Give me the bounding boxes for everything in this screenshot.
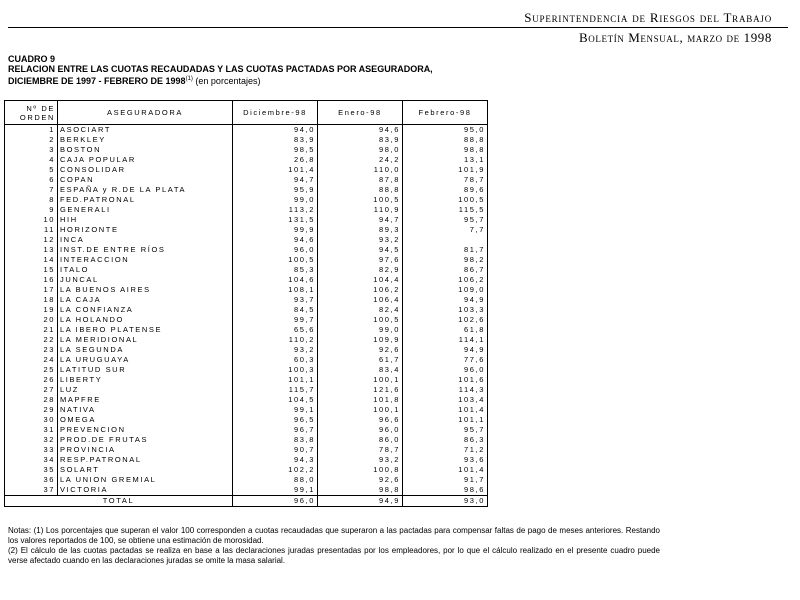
row-aseguradora: ESPAÑA y R.DE LA PLATA [58,185,233,195]
row-febrero: 98,6 [403,485,488,496]
row-orden: 25 [5,365,58,375]
row-febrero [403,235,488,245]
table-body [5,125,488,507]
row-diciembre: 115,7 [233,385,318,395]
row-febrero: 94,9 [403,345,488,355]
note-reference: (1) [185,76,193,82]
row-diciembre: 94,6 [233,235,318,245]
row-diciembre: 94,3 [233,455,318,465]
row-aseguradora: VICTORIA [58,485,233,496]
header-rule [8,27,788,28]
row-enero: 104,4 [318,275,403,285]
row-enero: 96,6 [318,415,403,425]
row-orden: 15 [5,265,58,275]
col-header-enero: Enero-98 [318,101,403,125]
table-row [5,255,488,265]
row-febrero: 114,1 [403,335,488,345]
row-enero: 82,9 [318,265,403,275]
row-orden: 14 [5,255,58,265]
row-aseguradora: LUZ [58,385,233,395]
col-header-diciembre: Diciembre-98 [233,101,318,125]
total-row [5,496,488,507]
row-febrero: 93,6 [403,455,488,465]
row-enero: 96,0 [318,425,403,435]
note-2: (2) El cálculo de las cuotas pactadas se realiza en base a las declaraciones juradas presentadas por los empleadores, por lo que el cálculo realizado en el presente cuadro puede verse afectado cuando en las declaraciones juradas se omite la masa salarial. [8,546,660,565]
row-orden: 2 [5,135,58,145]
table-row [5,445,488,455]
row-orden: 20 [5,315,58,325]
row-febrero: 102,6 [403,315,488,325]
row-aseguradora: INTERACCION [58,255,233,265]
row-enero: 110,9 [318,205,403,215]
row-diciembre: 99,9 [233,225,318,235]
row-diciembre: 101,1 [233,375,318,385]
row-aseguradora: LA CONFIANZA [58,305,233,315]
row-diciembre: 90,7 [233,445,318,455]
row-febrero: 71,2 [403,445,488,455]
row-enero: 100,5 [318,315,403,325]
row-diciembre: 93,7 [233,295,318,305]
row-aseguradora: RESP.PATRONAL [58,455,233,465]
row-febrero: 114,3 [403,385,488,395]
row-orden: 13 [5,245,58,255]
table-row [5,175,488,185]
row-enero: 106,4 [318,295,403,305]
notes [8,526,660,566]
row-orden: 12 [5,235,58,245]
table-row [5,285,488,295]
row-orden: 32 [5,435,58,445]
table-row [5,355,488,365]
row-aseguradora: FED.PATRONAL [58,195,233,205]
row-diciembre: 65,6 [233,325,318,335]
row-diciembre: 94,0 [233,125,318,136]
row-febrero: 86,3 [403,435,488,445]
row-aseguradora: LA UNION GREMIAL [58,475,233,485]
row-febrero: 7,7 [403,225,488,235]
row-enero: 100,5 [318,195,403,205]
row-febrero: 13,1 [403,155,488,165]
row-diciembre: 85,3 [233,265,318,275]
unit-label: (en porcentajes) [195,76,261,86]
row-aseguradora: PROVINCIA [58,445,233,455]
row-febrero: 94,9 [403,295,488,305]
row-aseguradora: PREVENCION [58,425,233,435]
row-orden: 3 [5,145,58,155]
row-diciembre: 113,2 [233,205,318,215]
row-enero: 78,7 [318,445,403,455]
row-diciembre: 110,2 [233,335,318,345]
row-diciembre: 83,9 [233,135,318,145]
row-enero: 98,8 [318,485,403,496]
table-row [5,405,488,415]
row-enero: 98,0 [318,145,403,155]
row-enero: 109,9 [318,335,403,345]
row-aseguradora: OMEGA [58,415,233,425]
table-row [5,345,488,355]
row-enero: 61,7 [318,355,403,365]
row-aseguradora: PROD.DE FRUTAS [58,435,233,445]
table-row [5,225,488,235]
row-orden: 33 [5,445,58,455]
row-aseguradora: LA CAJA [58,295,233,305]
table-row [5,415,488,425]
row-enero: 100,1 [318,405,403,415]
row-febrero: 78,7 [403,175,488,185]
row-orden: 36 [5,475,58,485]
row-diciembre: 99,1 [233,485,318,496]
table-row [5,305,488,315]
row-aseguradora: BERKLEY [58,135,233,145]
row-orden: 21 [5,325,58,335]
row-enero: 92,6 [318,345,403,355]
table-row [5,375,488,385]
total-label: TOTAL [5,496,233,507]
row-enero: 83,4 [318,365,403,375]
row-orden: 8 [5,195,58,205]
table-row [5,325,488,335]
row-diciembre: 102,2 [233,465,318,475]
row-enero: 83,9 [318,135,403,145]
row-febrero: 96,0 [403,365,488,375]
row-aseguradora: COPAN [58,175,233,185]
row-febrero: 77,6 [403,355,488,365]
row-orden: 28 [5,395,58,405]
row-orden: 23 [5,345,58,355]
row-febrero: 101,4 [403,465,488,475]
row-orden: 22 [5,335,58,345]
row-aseguradora: LA BUENOS AIRES [58,285,233,295]
row-enero: 87,8 [318,175,403,185]
table-row [5,265,488,275]
row-orden: 18 [5,295,58,305]
table-row [5,465,488,475]
table-row [5,235,488,245]
row-aseguradora: CONSOLIDAR [58,165,233,175]
row-orden: 30 [5,415,58,425]
row-orden: 16 [5,275,58,285]
quotas-table [4,100,488,507]
note-1: Notas: (1) Los porcentajes que superan el valor 100 corresponden a cuotas recaudadas que superaron a las pactadas para compensar faltas de pago de meses anteriores. Restando los valores reportados de 100, se obtiene una estimación de morosidad. [8,526,660,545]
row-diciembre: 98,5 [233,145,318,155]
row-enero: 82,4 [318,305,403,315]
row-aseguradora: INCA [58,235,233,245]
row-aseguradora: LIBERTY [58,375,233,385]
row-enero: 100,8 [318,465,403,475]
table-row [5,275,488,285]
table-row [5,435,488,445]
row-diciembre: 96,5 [233,415,318,425]
row-aseguradora: LA URUGUAYA [58,355,233,365]
col-header-orden [5,101,58,125]
row-orden: 11 [5,225,58,235]
row-orden: 7 [5,185,58,195]
organization-name: Superintendencia de Riesgos del Trabajo [524,10,772,25]
table-caption-line1: RELACION ENTRE LAS CUOTAS RECAUDADAS Y LAS CUOTAS PACTADAS POR ASEGURADORA, [8,64,433,74]
row-orden: 4 [5,155,58,165]
row-enero: 101,8 [318,395,403,405]
row-orden: 1 [5,125,58,136]
row-febrero: 95,7 [403,215,488,225]
table-row [5,195,488,205]
row-orden: 5 [5,165,58,175]
row-orden: 35 [5,465,58,475]
row-diciembre: 131,5 [233,215,318,225]
row-enero: 97,6 [318,255,403,265]
row-aseguradora: ASOCIART [58,125,233,136]
bulletin-title: Boletín Mensual, marzo de 1998 [579,30,772,45]
row-febrero: 61,8 [403,325,488,335]
row-aseguradora: LATITUD SUR [58,365,233,375]
row-febrero: 100,5 [403,195,488,205]
table-row [5,135,488,145]
row-diciembre: 26,8 [233,155,318,165]
row-aseguradora: HORIZONTE [58,225,233,235]
row-enero: 93,2 [318,455,403,465]
row-diciembre: 100,3 [233,365,318,375]
row-febrero: 81,7 [403,245,488,255]
row-diciembre: 96,0 [233,245,318,255]
total-value: 96,0 [233,496,318,507]
col-header-orden-bottom: ORDEN [19,112,55,122]
table-row [5,245,488,255]
row-diciembre: 84,5 [233,305,318,315]
table-row [5,295,488,305]
row-diciembre: 96,7 [233,425,318,435]
row-febrero: 95,7 [403,425,488,435]
table-caption-line2 [8,74,433,86]
table-row [5,485,488,496]
row-febrero: 86,7 [403,265,488,275]
row-febrero: 103,4 [403,395,488,405]
row-enero: 106,2 [318,285,403,295]
row-diciembre: 99,7 [233,315,318,325]
row-aseguradora: SOLART [58,465,233,475]
row-orden: 31 [5,425,58,435]
row-orden: 17 [5,285,58,295]
table-row [5,185,488,195]
row-orden: 24 [5,355,58,365]
row-febrero: 103,3 [403,305,488,315]
col-header-aseguradora: ASEGURADORA [58,101,233,125]
table-row [5,125,488,136]
row-diciembre: 99,1 [233,405,318,415]
row-febrero: 101,1 [403,415,488,425]
row-orden: 34 [5,455,58,465]
col-header-febrero: Febrero-98 [403,101,488,125]
table-row [5,165,488,175]
table-row [5,145,488,155]
table-row [5,365,488,375]
row-aseguradora: LA IBERO PLATENSE [58,325,233,335]
row-diciembre: 99,0 [233,195,318,205]
table-header-row [5,101,488,125]
row-febrero: 88,8 [403,135,488,145]
row-enero: 88,8 [318,185,403,195]
col-header-orden-top: Nº DE [26,103,55,113]
row-diciembre: 104,6 [233,275,318,285]
row-febrero: 101,4 [403,405,488,415]
row-enero: 86,0 [318,435,403,445]
row-aseguradora: LA MERIDIONAL [58,335,233,345]
row-enero: 24,2 [318,155,403,165]
row-aseguradora: LA SEGUNDA [58,345,233,355]
row-aseguradora: HIH [58,215,233,225]
row-aseguradora: INST.DE ENTRE RÍOS [58,245,233,255]
row-orden: 29 [5,405,58,415]
table-row [5,455,488,465]
row-enero: 110,0 [318,165,403,175]
row-febrero: 115,5 [403,205,488,215]
row-febrero: 89,6 [403,185,488,195]
row-aseguradora: JUNCAL [58,275,233,285]
table-number: CUADRO 9 [8,54,56,64]
row-aseguradora: NATIVA [58,405,233,415]
row-diciembre: 88,0 [233,475,318,485]
row-enero: 94,6 [318,125,403,136]
row-diciembre: 93,2 [233,345,318,355]
row-febrero: 101,6 [403,375,488,385]
row-febrero: 91,7 [403,475,488,485]
table-row [5,395,488,405]
row-febrero: 95,0 [403,125,488,136]
row-enero: 92,6 [318,475,403,485]
total-value: 93,0 [403,496,488,507]
row-diciembre: 60,3 [233,355,318,365]
row-orden: 10 [5,215,58,225]
row-orden: 9 [5,205,58,215]
row-febrero: 109,0 [403,285,488,295]
row-enero: 99,0 [318,325,403,335]
row-enero: 93,2 [318,235,403,245]
row-orden: 27 [5,385,58,395]
row-aseguradora: ITALO [58,265,233,275]
row-diciembre: 108,1 [233,285,318,295]
row-orden: 19 [5,305,58,315]
row-enero: 121,6 [318,385,403,395]
table-row [5,155,488,165]
row-enero: 100,1 [318,375,403,385]
date-range: DICIEMBRE DE 1997 - FEBRERO DE 1998 [8,76,186,86]
row-orden: 6 [5,175,58,185]
table-row [5,475,488,485]
row-febrero: 101,9 [403,165,488,175]
row-orden: 37 [5,485,58,496]
row-enero: 94,5 [318,245,403,255]
row-diciembre: 95,9 [233,185,318,195]
row-aseguradora: CAJA POPULAR [58,155,233,165]
table-row [5,215,488,225]
row-orden: 26 [5,375,58,385]
row-enero: 94,7 [318,215,403,225]
row-febrero: 106,2 [403,275,488,285]
row-diciembre: 104,5 [233,395,318,405]
table-row [5,335,488,345]
table-title [8,54,433,86]
row-diciembre: 94,7 [233,175,318,185]
row-febrero: 98,2 [403,255,488,265]
table-row [5,315,488,325]
row-aseguradora: MAPFRE [58,395,233,405]
row-aseguradora: BOSTON [58,145,233,155]
table-row [5,425,488,435]
row-febrero: 98,8 [403,145,488,155]
total-value: 94,9 [318,496,403,507]
row-diciembre: 83,8 [233,435,318,445]
row-diciembre: 100,5 [233,255,318,265]
row-diciembre: 101,4 [233,165,318,175]
table-row [5,385,488,395]
table-row [5,205,488,215]
row-enero: 89,3 [318,225,403,235]
row-aseguradora: GENERALI [58,205,233,215]
row-aseguradora: LA HOLANDO [58,315,233,325]
